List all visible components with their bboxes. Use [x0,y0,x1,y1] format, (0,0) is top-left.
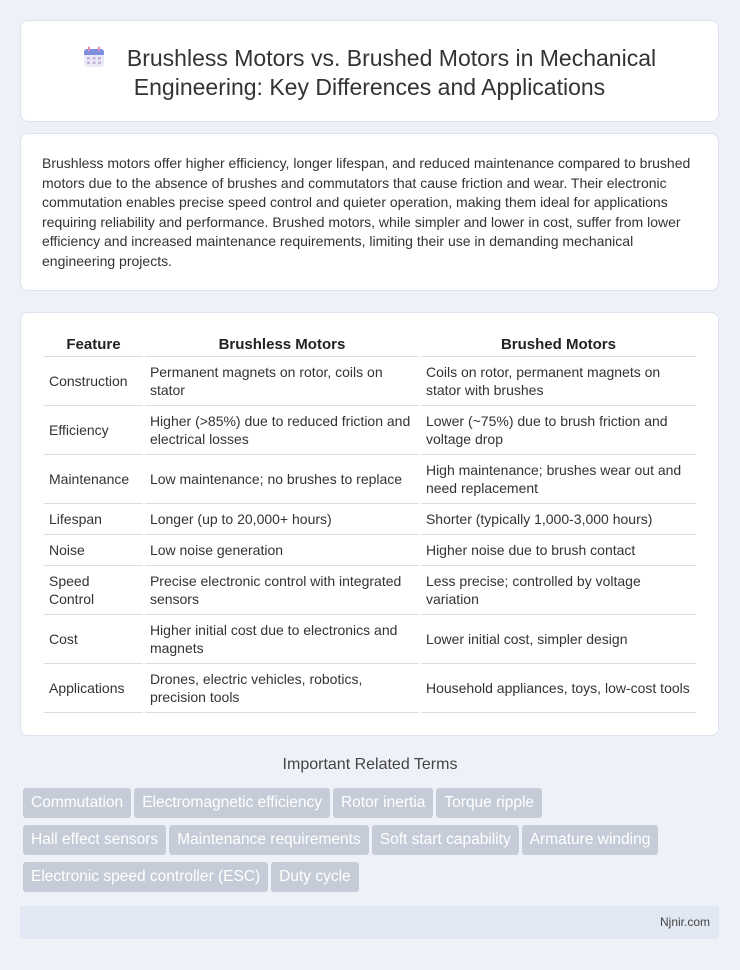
table-row [44,406,696,455]
row-brushless: Low noise generation [145,535,419,566]
row-feature: Applications [44,664,143,713]
row-brushless: Longer (up to 20,000+ hours) [145,504,419,535]
row-brushless: Higher (>85%) due to reduced friction and electrical losses [145,406,419,455]
title-card [20,20,719,122]
table-row [44,455,696,504]
row-feature: Efficiency [44,406,143,455]
table-row [44,504,696,535]
row-brushed: Shorter (typically 1,000-3,000 hours) [421,504,696,535]
footer-source: Njnir.com [659,915,710,929]
term-tag[interactable]: Armature winding [522,825,659,855]
footer [20,906,719,939]
term-tag[interactable]: Soft start capability [372,825,519,855]
row-brushless: Drones, electric vehicles, robotics, precision tools [145,664,419,713]
row-feature: Cost [44,615,143,664]
row-brushed: Household appliances, toys, low-cost tools [421,664,696,713]
term-tag[interactable]: Electronic speed controller (ESC) [23,862,268,892]
related-terms-list [23,788,703,899]
term-tag[interactable]: Maintenance requirements [169,825,369,855]
calendar-icon [83,46,105,68]
row-brushed: Lower initial cost, simpler design [421,615,696,664]
row-feature: Maintenance [44,455,143,504]
row-feature: Construction [44,357,143,406]
table-row [44,615,696,664]
intro-card [20,133,719,291]
intro-paragraph: Brushless motors offer higher efficiency, longer lifespan, and reduced maintenance compared to brushed motors due to the absence of brushes and commutators that cause friction and wear. Their electronic commutation enables precise speed control and quieter operation, making them ideal for applications requiring reliability and performance. Brushed motors, while simpler and lower in cost, suffer from lower efficiency and increased maintenance requirements, limiting their use in demanding mechanical engineering projects. [42,155,691,269]
comparison-table [42,333,698,713]
row-brushless: Permanent magnets on rotor, coils on stator [145,357,419,406]
row-brushless: Higher initial cost due to electronics and magnets [145,615,419,664]
table-row [44,357,696,406]
row-brushed: Less precise; controlled by voltage variation [421,566,696,615]
header-feature: Feature [44,333,143,357]
term-tag[interactable]: Hall effect sensors [23,825,166,855]
term-tag[interactable]: Commutation [23,788,131,818]
header-brushed: Brushed Motors [421,333,696,357]
header-brushless: Brushless Motors [145,333,419,357]
page-title-text: Brushless Motors vs. Brushed Motors in Mechanical Engineering: Key Differences and Applications [126,45,657,100]
comparison-card [20,312,719,736]
table-row [44,664,696,713]
row-brushless: Precise electronic control with integrated sensors [145,566,419,615]
row-feature: Lifespan [44,504,143,535]
table-header-row [44,333,696,357]
table-row [44,535,696,566]
row-brushed: Coils on rotor, permanent magnets on stator with brushes [421,357,696,406]
term-tag[interactable]: Rotor inertia [333,788,433,818]
related-terms-heading: Important Related Terms [282,756,458,773]
row-brushed: High maintenance; brushes wear out and need replacement [421,455,696,504]
table-row [44,566,696,615]
row-feature: Noise [44,535,143,566]
term-tag[interactable]: Torque ripple [436,788,542,818]
term-tag[interactable]: Duty cycle [271,862,359,892]
row-brushed: Higher noise due to brush contact [421,535,696,566]
row-feature: Speed Control [44,566,143,615]
row-brushless: Low maintenance; no brushes to replace [145,455,419,504]
term-tag[interactable]: Electromagnetic efficiency [134,788,330,818]
row-brushed: Lower (~75%) due to brush friction and voltage drop [421,406,696,455]
page-title [21,44,718,102]
